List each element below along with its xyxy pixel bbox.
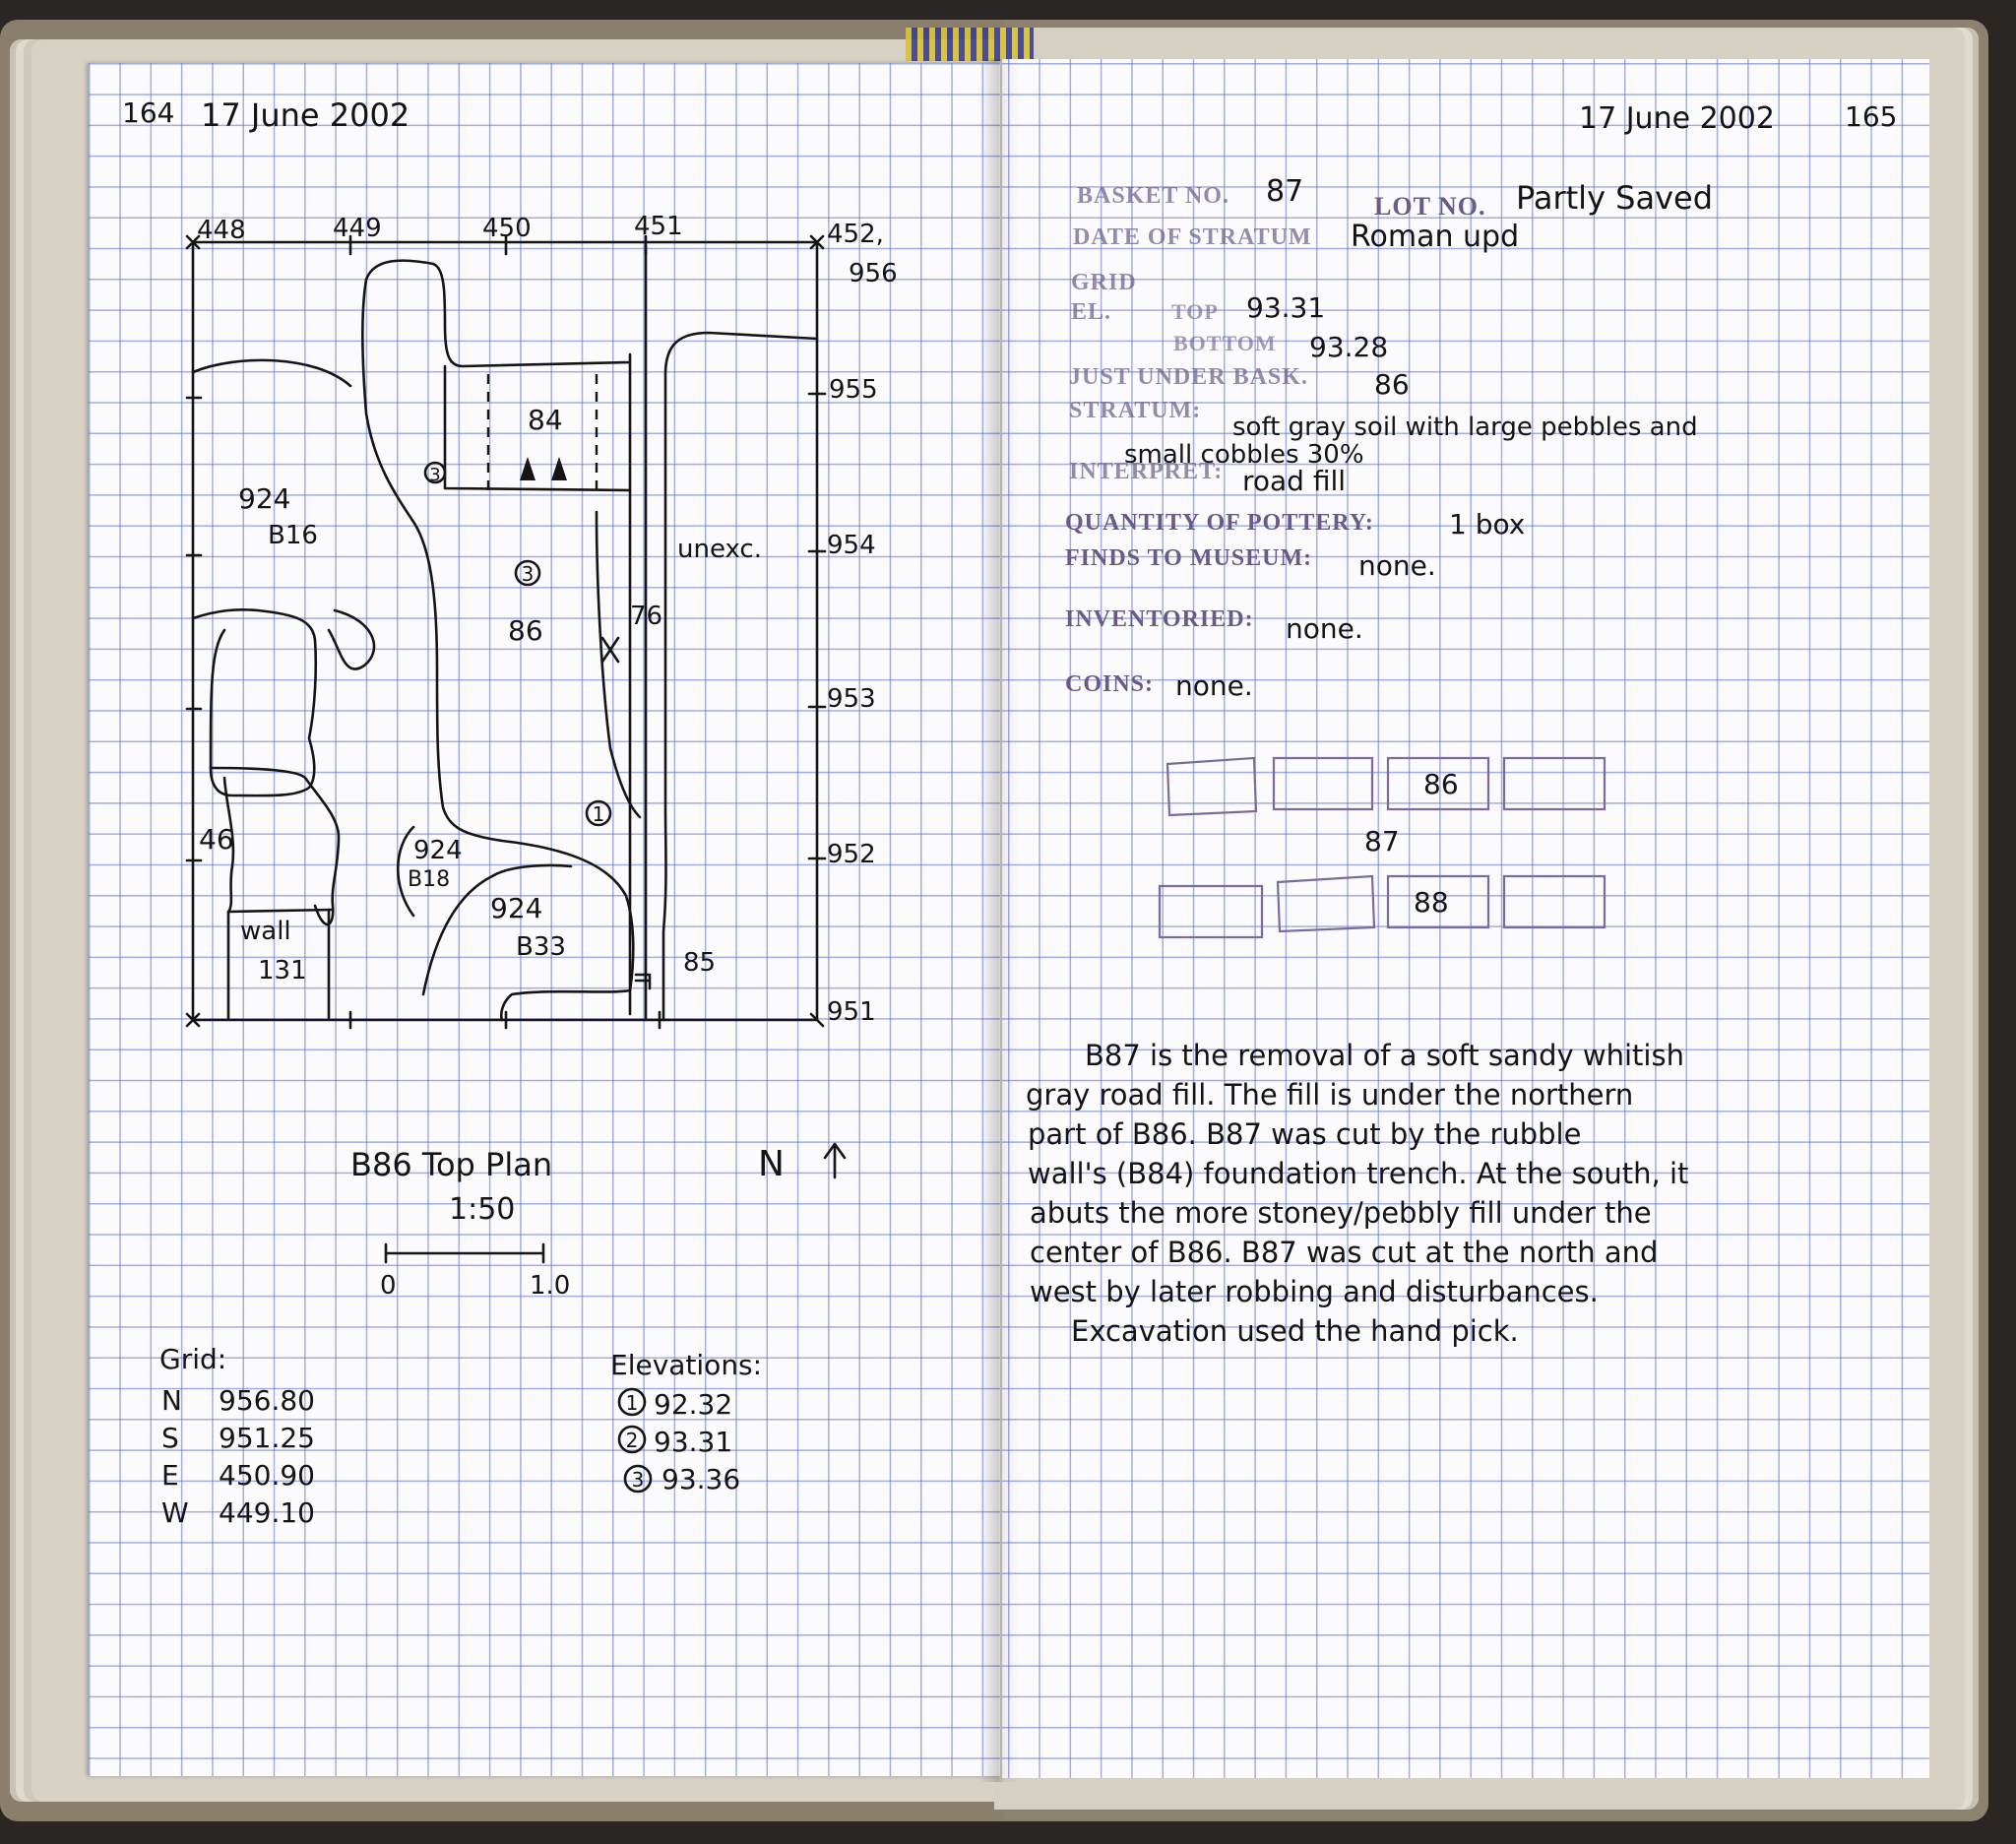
plan-x-label-449: 449 — [333, 214, 382, 243]
form-bottom-label: BOTTOM — [1173, 331, 1277, 355]
form-el-label: EL. — [1071, 299, 1112, 325]
right-page-date: 17 June 2002 — [1579, 101, 1775, 136]
form-top-label: TOP — [1171, 299, 1219, 324]
plan-label-924-b18: 924 — [413, 836, 463, 865]
plan-y-label-953: 953 — [827, 684, 876, 714]
form-date-stratum-value: Roman upd — [1351, 220, 1520, 254]
form-just-under-label: JUST UNDER BASK. — [1069, 364, 1308, 390]
feature-x-mark — [602, 638, 618, 662]
form-inventoried-label: INVENTORIED: — [1065, 606, 1254, 632]
form-coins-value: none. — [1175, 669, 1253, 702]
basket-diagram-bottom: 88 — [1414, 886, 1449, 919]
plan-y-label-956: 956 — [849, 259, 898, 288]
plan-y-label-951: 951 — [827, 997, 876, 1027]
elevations-heading: Elevations: — [610, 1349, 763, 1381]
form-stratum-label: STRATUM: — [1069, 398, 1202, 423]
plan-label-b18: B18 — [408, 867, 451, 892]
basket-cell — [1167, 758, 1256, 815]
grid-dir: W — [161, 1496, 189, 1529]
plan-label-b16: B16 — [268, 521, 318, 550]
basket-form — [1065, 174, 1713, 702]
plan-label-85: 85 — [683, 948, 717, 978]
form-basket-label: BASKET NO. — [1077, 183, 1229, 209]
elevation-value: 93.31 — [654, 1426, 733, 1458]
plan-label-86: 86 — [508, 614, 543, 647]
feature-84-marker-right — [551, 457, 567, 480]
plan-label-131: 131 — [258, 956, 307, 986]
basket-grid-diagram — [1160, 758, 1605, 937]
plan-x-label-452: 452, — [827, 220, 884, 249]
feature-924-arc — [329, 610, 374, 669]
form-lot-value: Partly Saved — [1516, 179, 1714, 217]
form-top-value: 93.31 — [1246, 291, 1326, 324]
feature-b16-arc — [193, 360, 350, 386]
form-just-under-value: 86 — [1374, 368, 1410, 401]
form-bottom-value: 93.28 — [1309, 331, 1389, 363]
plan-label-46: 46 — [199, 823, 234, 856]
feature-unexc-boundary — [663, 333, 817, 1020]
note-line: part of B86. B87 was cut by the rubble — [1028, 1117, 1582, 1151]
plan-label-924-b16: 924 — [238, 482, 291, 515]
right-page-number: 165 — [1845, 100, 1898, 133]
grid-value: 951.25 — [219, 1422, 315, 1454]
form-finds-label: FINDS TO MUSEUM: — [1065, 545, 1313, 571]
note-line: gray road fill. The fill is under the northern — [1026, 1078, 1634, 1112]
top-plan-drawing — [187, 212, 898, 1028]
grid-heading: Grid: — [159, 1343, 227, 1375]
form-quantity-label: QUANTITY OF POTTERY: — [1065, 510, 1374, 536]
scale-start-label: 0 — [380, 1271, 397, 1301]
plan-x-label-448: 448 — [197, 216, 246, 245]
north-label: N — [758, 1144, 785, 1184]
form-finds-value: none. — [1358, 549, 1436, 582]
note-line: abuts the more stoney/pebbly fill under the — [1030, 1196, 1652, 1230]
plan-title: B86 Top Plan — [350, 1146, 553, 1183]
feature-76-line — [597, 512, 640, 817]
grid-value: 449.10 — [219, 1496, 315, 1529]
marker-3a-label: 3 — [429, 465, 441, 485]
form-grid-label: GRID — [1071, 270, 1137, 295]
feature-46-outline — [224, 778, 333, 912]
form-inventoried-value: none. — [1286, 612, 1363, 645]
plan-y-label-955: 955 — [829, 375, 878, 405]
scale-end-label: 1.0 — [530, 1271, 571, 1301]
plan-label-924-b33: 924 — [490, 892, 543, 924]
feature-84-top — [433, 264, 630, 366]
note-line: B87 is the removal of a soft sandy whitish — [1085, 1039, 1684, 1072]
form-lot-label: LOT NO. — [1374, 192, 1486, 221]
basket-cell — [1160, 886, 1262, 937]
basket-cell — [1274, 758, 1372, 809]
plan-x-label-451: 451 — [634, 212, 683, 241]
elevation-value: 92.32 — [654, 1388, 733, 1421]
grid-dir: S — [161, 1422, 179, 1454]
plan-label-wall: wall — [240, 917, 291, 946]
note-line: center of B86. B87 was cut at the north and — [1030, 1236, 1659, 1269]
feature-85-stair — [636, 975, 650, 988]
elevation-values — [619, 1388, 740, 1495]
plan-label-b33: B33 — [516, 932, 566, 962]
left-page-date: 17 June 2002 — [201, 96, 410, 134]
form-stratum-value-1: soft gray soil with large pebbles and — [1232, 413, 1698, 442]
plan-label-76: 76 — [630, 602, 663, 631]
form-stratum-value-2: small cobbles 30% — [1124, 440, 1364, 470]
plan-y-label-954: 954 — [827, 531, 876, 560]
elevation-mark: 3 — [631, 1468, 645, 1492]
elevation-mark: 1 — [625, 1391, 639, 1415]
basket-cell — [1504, 758, 1605, 809]
note-line: Excavation used the hand pick. — [1071, 1314, 1519, 1348]
note-line: west by later robbing and disturbances. — [1030, 1275, 1599, 1308]
grid-dir: N — [161, 1384, 182, 1417]
note-line: wall's (B84) foundation trench. At the south, it — [1028, 1157, 1689, 1190]
basket-cell — [1504, 876, 1605, 927]
elevation-value: 93.36 — [662, 1463, 741, 1495]
feature-84-marker-left — [520, 457, 536, 480]
form-interpret-value: road fill — [1242, 465, 1347, 497]
plan-label-84: 84 — [528, 404, 563, 436]
excavation-notes — [1026, 1039, 1688, 1348]
plan-label-unexc: unexc. — [677, 535, 762, 564]
north-arrow-icon — [825, 1144, 845, 1177]
scale-ratio: 1:50 — [449, 1192, 516, 1227]
grid-values — [161, 1384, 315, 1529]
form-quantity-value: 1 box — [1449, 508, 1526, 540]
grid-dir: E — [161, 1459, 179, 1492]
basket-diagram-middle: 87 — [1364, 825, 1400, 858]
form-interpret-label: INTERPRET: — [1069, 459, 1224, 484]
grid-value: 956.80 — [219, 1384, 315, 1417]
basket-diagram-top: 86 — [1423, 768, 1459, 800]
scale-bar — [386, 1244, 543, 1262]
form-date-stratum-label: DATE OF STRATUM — [1073, 224, 1312, 250]
left-page-number: 164 — [122, 96, 175, 129]
basket-cell — [1278, 876, 1374, 931]
plan-x-label-450: 450 — [482, 214, 532, 243]
elevation-mark: 2 — [625, 1429, 639, 1452]
marker-3b-label: 3 — [521, 562, 535, 586]
marker-1-label: 1 — [592, 802, 605, 826]
form-coins-label: COINS: — [1065, 671, 1155, 697]
form-basket-value: 87 — [1266, 174, 1304, 209]
grid-value: 450.90 — [219, 1459, 315, 1492]
plan-y-label-952: 952 — [827, 840, 876, 869]
